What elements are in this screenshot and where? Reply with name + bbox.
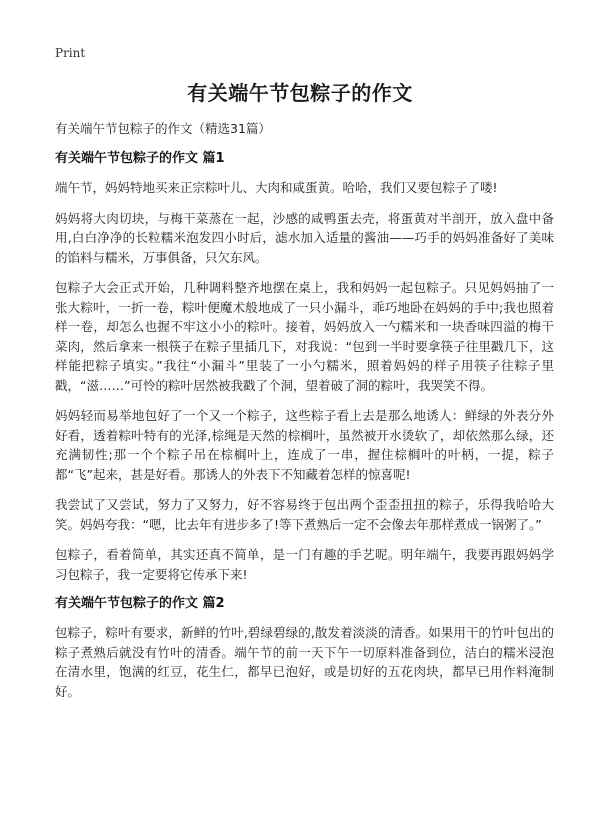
section-heading: 有关端午节包粽子的作文 篇1 [55,151,225,166]
print-label[interactable]: Print [55,46,86,60]
section-2 [55,595,554,701]
paragraph: 妈妈轻而易举地包好了一个又一个粽子，这些粽子看上去是那么地诱人：鲜绿的外表分外好看，透着粽叶特有的光泽,棕绳是天然的棕榈叶，虽然被开水烫软了，却依然那么绿，还充满韧性;那一个个粽子吊在棕榈叶上，连成了一串，握住棕榈叶的叶柄，一提，粽子都“飞”起来，甚是好看。那诱人的外表下不知藏着怎样的惊喜呢! [55,408,554,482]
page-title: 有关端午节包粽子的作文 [187,81,413,105]
subtitle: 有关端午节包粽子的作文（精选31篇） [55,121,271,136]
paragraph: 包粽子大会正式开始，几种调料整齐地摆在桌上，我和妈妈一起包粽子。只见妈妈抽了一张大粽叶，一折一卷，粽叶便魔术般地成了一只小漏斗，乖巧地卧在妈妈的手中;我也照着样一卷，却怎么也握不牢这小小的粽叶。接着，妈妈放入一勺糯米和一块香味四溢的梅干菜肉，然后拿来一根筷子在粽子里插几下，对我说：“包到一半时要拿筷子往里戳几下，这样能把粽子填实。”我往“小漏斗”里装了一小勺糯米，照着妈妈的样子用筷子往粽子里戳，“滋……”可怜的粽叶居然被我戳了个洞，望着破了洞的粽叶，我哭笑不得。 [55,280,554,393]
paragraph: 妈妈将大肉切块，与梅干菜蒸在一起，沙感的咸鸭蛋去壳，将蛋黄对半剖开，放入盘中备用,白白净净的长粒糯米泡发四小时后，滤水加入适量的酱油——巧手的妈妈准备好了美味的馅料与糯米，万事俱备，只欠东风。 [55,210,554,265]
paragraph: 我尝试了又尝试，努力了又努力，好不容易终于包出两个歪歪扭扭的粽子，乐得我哈哈大笑。妈妈夸我：“嗯，比去年有进步多了!等下煮熟后一定不会像去年那样煮成一锅粥了。” [55,497,554,532]
paragraph: 包粽子，看着简单，其实还真不简单，是一门有趣的手艺呢。明年端午，我要再跟妈妈学习包粽子，我一定要将它传承下来! [55,547,554,582]
section-1 [55,150,554,584]
paragraph: 包粽子，粽叶有要求，新鲜的竹叶,碧绿碧绿的,散发着淡淡的清香。如果用干的竹叶包出的粽子煮熟后就没有竹叶的清香。端午节的前一天下午一切原料准备到位，洁白的糯米浸泡在清水里，饱满的红豆，花生仁，都早已泡好，或是切好的五花肉块，都早已用作料淹制好。 [55,625,554,699]
article-body [55,120,554,712]
paragraph: 端午节，妈妈特地买来正宗粽叶儿、大肉和咸蛋黄。哈哈，我们又要包粽子了喽! [55,180,498,195]
section-heading: 有关端午节包粽子的作文 篇2 [55,596,225,611]
